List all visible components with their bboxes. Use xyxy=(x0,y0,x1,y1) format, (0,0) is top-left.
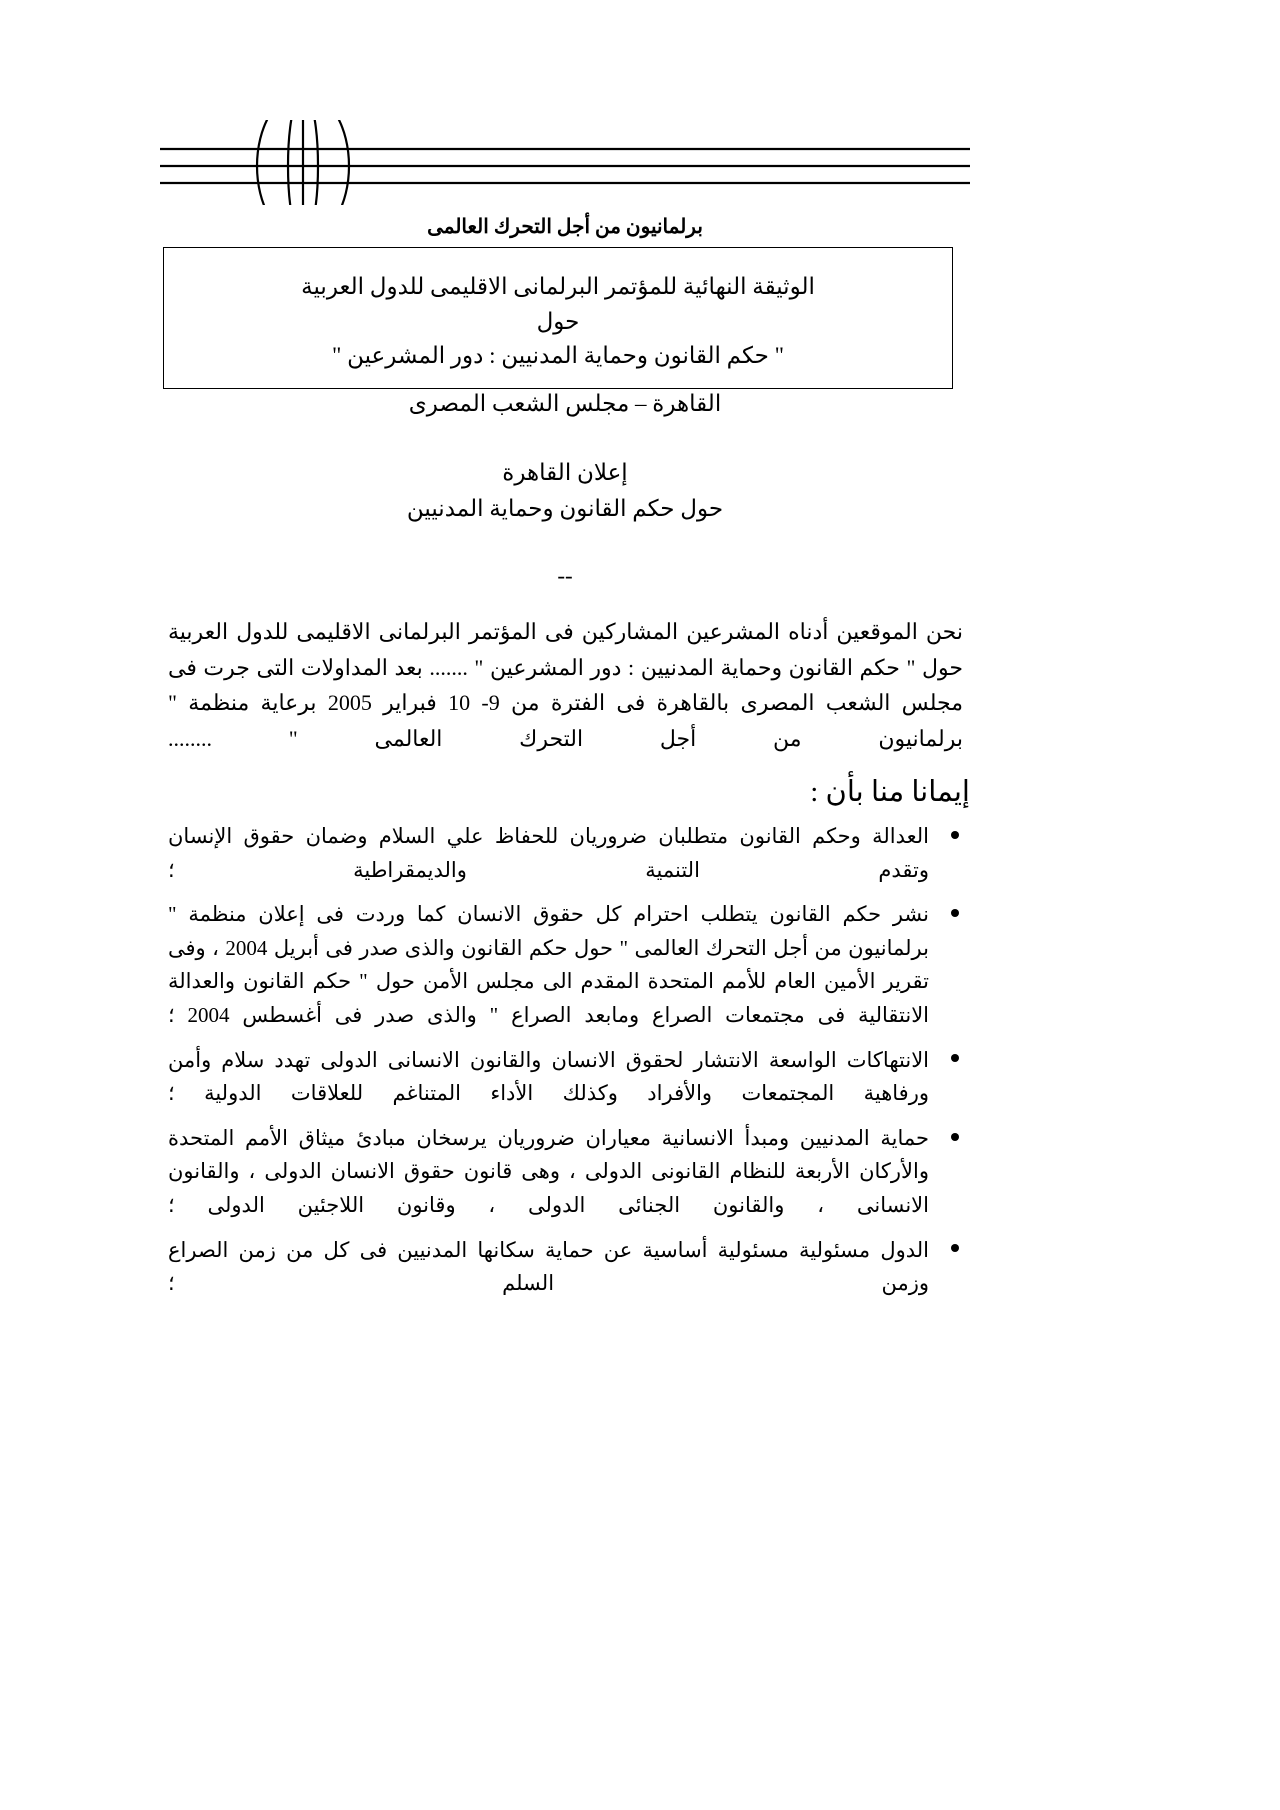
title-line-3: " حكم القانون وحماية المدنيين : دور المشرعين " xyxy=(331,343,785,368)
bullet-dot-icon xyxy=(951,1244,959,1252)
title-line-1: الوثيقة النهائية للمؤتمر البرلمانى الاقليمى للدول العربية xyxy=(301,274,815,299)
declaration-subtitle: حول حكم القانون وحماية المدنيين xyxy=(406,495,724,521)
belief-bullet-item xyxy=(168,1044,963,1111)
title-line-2: حول xyxy=(536,308,580,334)
belief-bullet-text: الدول مسئولية مسئولية أساسية عن حماية سكانها المدنيين فى كل من زمن الصراع وزمن السلم ؛ xyxy=(168,1237,929,1296)
declaration-heading xyxy=(160,455,970,526)
belief-bullet-item xyxy=(168,1234,963,1301)
bullet-dot-icon xyxy=(951,909,959,917)
intro-paragraph: نحن الموقعين أدناه المشرعين المشاركين فى المؤتمر البرلمانى الاقليمى للدول العربية حول " حكم القانون وحماية المدنيين : دور المشرعين " ....... بعد المداولات التى جرت فى مجلس الشعب المصرى بالقاهرة فى الفترة من 9- 10 فبراير 2005 برعاية منظمة " برلمانيون من أجل التحرك العالمى " ........ xyxy=(168,619,963,751)
belief-bullet-text: العدالة وحكم القانون متطلبان ضروريان للحفاظ علي السلام وضمان حقوق الإنسان وتقدم التنمية والديمقراطية ؛ xyxy=(168,824,929,882)
organisation-name: برلمانيون من أجل التحرك العالمى xyxy=(427,216,703,238)
belief-bullet-text: الانتهاكات الواسعة الانتشار لحقوق الانسان والقانون الانسانى الدولى تهدد سلام وأمن ورفاهية المجتمعات والأفراد وكذلك الأداء المتناغم للعلاقات الدولية ؛ xyxy=(168,1047,929,1106)
bullet-dot-icon xyxy=(951,1133,959,1141)
belief-heading: إيمانا منا بأن : xyxy=(810,776,970,808)
letterhead xyxy=(160,120,970,205)
bullet-dot-icon xyxy=(951,831,959,839)
bullet-dot-icon xyxy=(951,1054,959,1062)
venue-line: القاهرة – مجلس الشعب المصرى xyxy=(408,391,722,416)
belief-bullet-item xyxy=(168,820,963,887)
conference-title-box xyxy=(163,247,953,389)
belief-bullet-text: نشر حكم القانون يتطلب احترام كل حقوق الانسان كما وردت فى إعلان منظمة " برلمانيون من أجل التحرك العالمى " حول حكم القانون والذى صدر فى أبريل 2004 ، وفى تقرير الأمين العام للأمم المتحدة المقدم الى مجلس الأمن حول " حكم القانون والعدالة الانتقالية فى مجتمعات الصراع ومابعد الصراع " والذى صدر فى أغسطس 2004 ؛ xyxy=(168,902,930,1027)
globe-with-lines-logo xyxy=(160,120,970,205)
declaration-title: إعلان القاهرة xyxy=(502,460,628,485)
dash-separator: -- xyxy=(557,563,573,588)
belief-bullet-item xyxy=(168,898,963,1032)
belief-bullet-list xyxy=(168,820,963,1312)
belief-bullet-text: حماية المدنيين ومبدأ الانسانية معياران ضروريان يرسخان مبادئ ميثاق الأمم المتحدة والأركان الأربعة للنظام القانونى الدولى ، وهى قانون حقوق الانسان الدولى ، والقانون الانسانى ، والقانون الجنائى الدولى ، وقانون اللاجئين الدولى ؛ xyxy=(168,1125,929,1217)
belief-bullet-item xyxy=(168,1122,963,1223)
